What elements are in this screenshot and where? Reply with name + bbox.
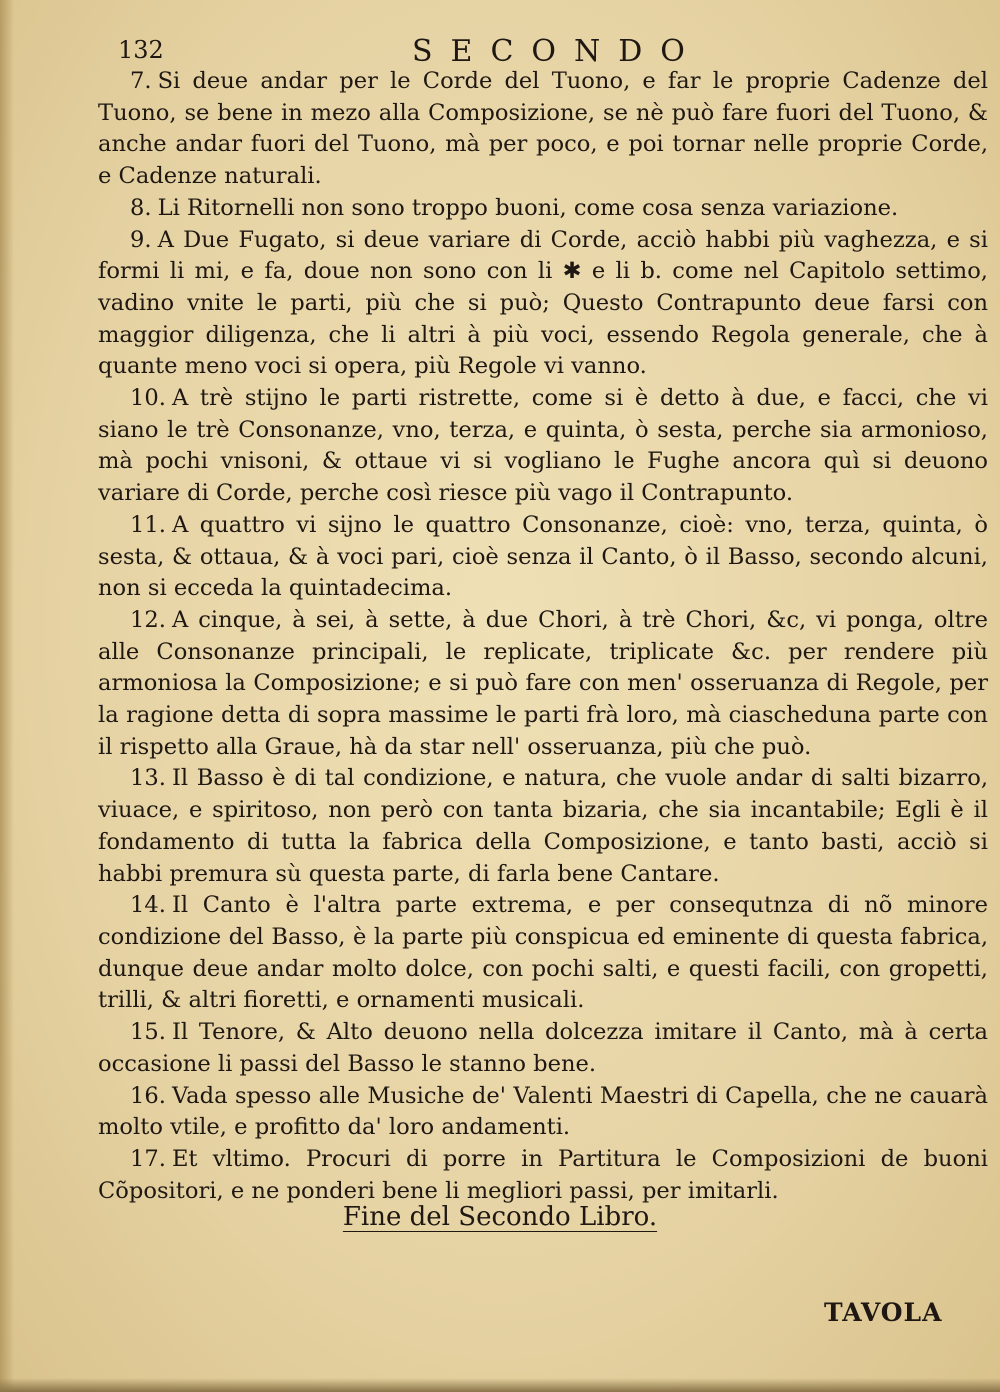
rule-number: 17.: [130, 1145, 166, 1172]
rule-paragraph: [98, 510, 988, 605]
rule-text: Vada spesso alle Musiche de' Valenti Maestri di Capella, che ne cauarà molto vtile, e profitto da' loro andamenti.: [98, 1082, 988, 1141]
page-bottom-edge-shadow: [0, 1378, 1000, 1392]
rule-text: Li Ritornelli non sono troppo buoni, come cosa senza variazione.: [157, 194, 899, 221]
rule-text: A quattro vi sijno le quattro Consonanze, cioè: vno, terza, quinta, ò sesta, & ottaua, & à voci pari, cioè senza il Canto, ò il Basso, secondo alcuni, non si ecceda la quintadecima.: [98, 511, 988, 602]
rule-number: 16.: [130, 1082, 166, 1109]
page-number: 132: [118, 36, 164, 64]
rule-number: 14.: [130, 892, 166, 919]
rule-number: 11.: [130, 511, 166, 538]
rule-text: A trè stijno le parti ristrette, come si è detto à due, e facci, che vi siano le trè Consonanze, vno, terza, e quinta, ò sesta, perche sia armonioso, mà pochi vnisoni, & ottaue vi si vogliano le Fughe ancora quì si deuono variare di Corde, perche così riesce più vago il Contrapunto.: [98, 385, 988, 507]
rule-text: Il Canto è l'altra parte extrema, e per consequtnza di nõ minore condizione del Basso, è la parte più conspicua ed eminente di questa fabrica, dunque deue andar molto dolce, con pochi salti, e questi facili, con gropetti, trilli, & altri fioretti, e ornamenti musicali.: [98, 892, 988, 1014]
rule-paragraph: [98, 225, 988, 384]
catchword: TAVOLA: [824, 1298, 943, 1327]
rule-number: 7.: [130, 68, 152, 94]
rule-paragraph: [98, 890, 988, 1017]
rule-number: 8.: [130, 194, 152, 221]
rule-paragraph: [98, 763, 988, 890]
rule-paragraph: [98, 605, 988, 764]
rule-text: A Due Fugato, si deue variare di Corde, acciò habbi più vaghezza, e si formi li mi, e fa, doue non sono con li ✱ e li b. come nel Capitolo settimo, vadino vnite le parti, più che si può; Questo Contrapunto deue farsi con maggior diligenza, che li altri à più voci, essendo Regola generale, che à quante meno voci si opera, più Regole vi vanno.: [98, 226, 988, 380]
rule-text: Et vltimo. Procuri di porre in Partitura le Composizioni de buoni Cõpositori, e ne ponderi bene li megliori passi, per imitarli.: [98, 1145, 988, 1204]
rule-number: 13.: [130, 765, 166, 792]
rule-paragraph: [98, 1017, 988, 1080]
rule-paragraph: [98, 66, 988, 193]
rule-paragraph: [98, 383, 988, 510]
rule-paragraph: [98, 1081, 988, 1144]
rule-text: Il Basso è di tal condizione, e natura, che vuole andar di salti bizarro, viuace, e spiritoso, non però con tanta bizaria, che sia incantabile; Egli è il fondamento di tutta la fabrica della Composizione, e tanto basti, acciò si habbi premura sù questa parte, di farla bene Cantare.: [98, 765, 988, 887]
rule-text: Il Tenore, & Alto deuono nella dolcezza imitare il Canto, mà à certa occasione li passi del Basso le stanno bene.: [98, 1019, 988, 1077]
text-block: [98, 66, 988, 1207]
rule-text: Si deue andar per le Corde del Tuono, e far le proprie Cadenze del Tuono, se bene in mezo alla Composizione, se nè può fare fuori del Tuono, & anche andar fuori del Tuono, mà per poco, e poi tornar nelle proprie Corde, e Cadenze naturali.: [98, 68, 988, 190]
rule-number: 9.: [130, 226, 152, 253]
end-of-book-note: Fine del Secondo Libro.: [342, 1202, 658, 1232]
rule-number: 15.: [130, 1019, 166, 1046]
running-title: SECONDO: [412, 34, 703, 69]
page-left-edge-shadow: [0, 0, 14, 1392]
rule-number: 12.: [130, 606, 166, 633]
rule-paragraph: [98, 1144, 988, 1207]
rule-number: 10.: [130, 385, 166, 412]
rule-paragraph: [98, 193, 988, 225]
rule-text: A cinque, à sei, à sette, à due Chori, à trè Chori, &c, vi ponga, oltre alle Consonanze principali, le replicate, triplicate &c. per rendere più armoniosa la Composizione; e si può fare con men' osseruanza di Regole, per la ragione detta di sopra massime le parti frà loro, mà ciascheduna parte con il rispetto alla Graue, hà da star nell' osseruanza, più che può.: [98, 606, 988, 760]
